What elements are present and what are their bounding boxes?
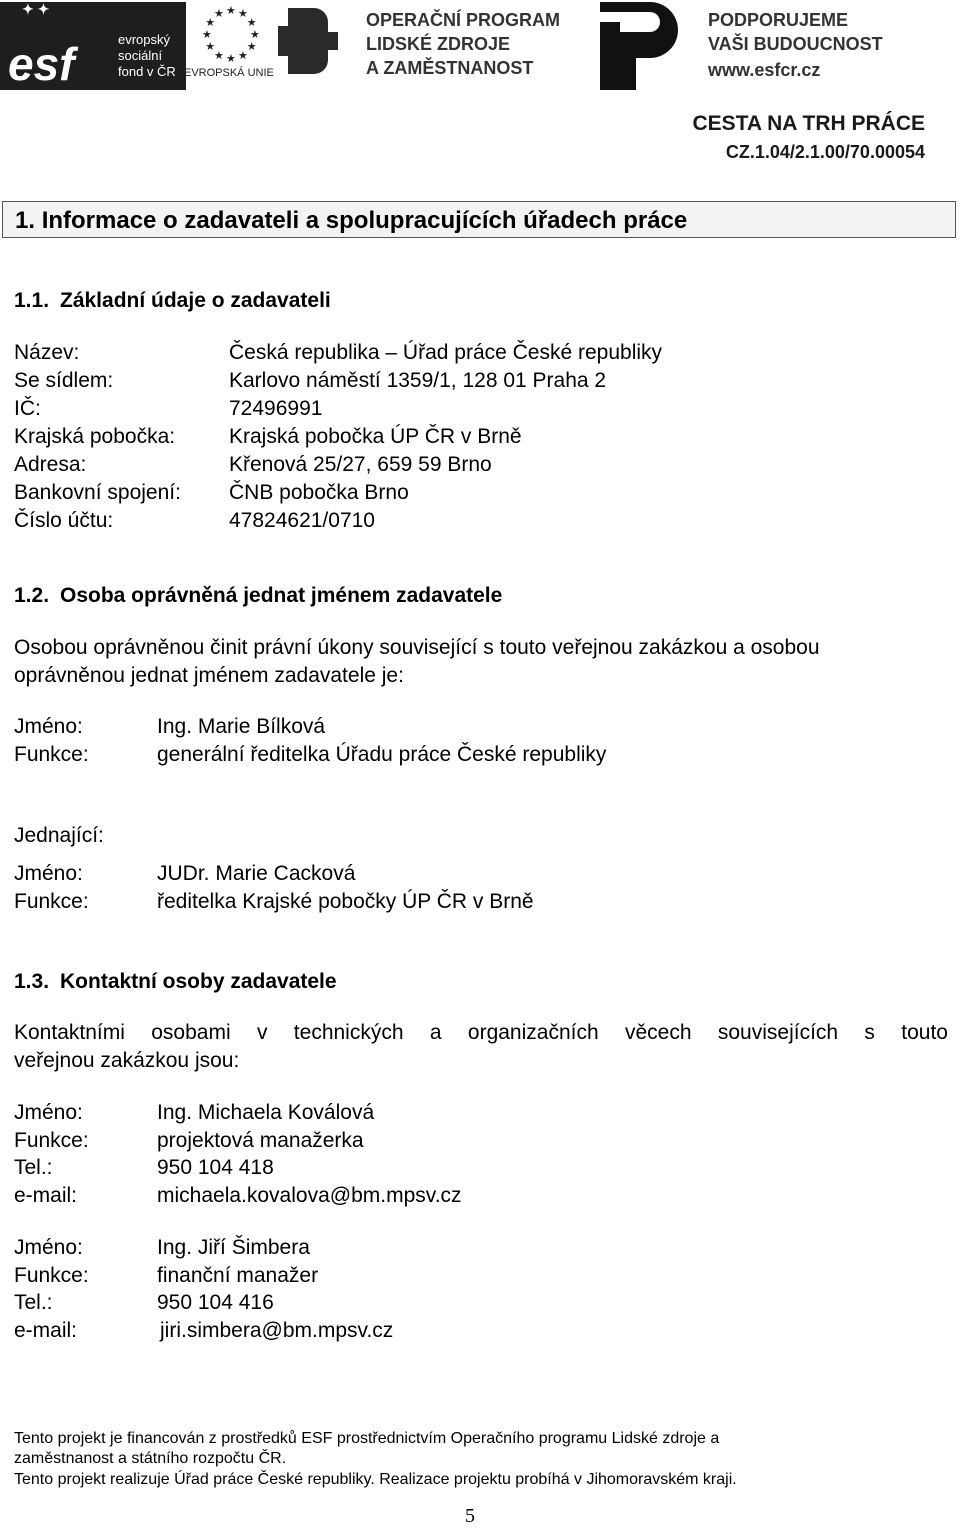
label-contact2-phone: Tel.: [14, 1291, 53, 1314]
eu-star-icon: ★ [238, 48, 248, 62]
svg-text:EVROPSKÁ UNIE: EVROPSKÁ UNIE [184, 67, 274, 79]
section-number: 1.3. [14, 970, 50, 993]
value-contact1-phone: 950 104 418 [157, 1156, 274, 1179]
label-contact2-email: e-mail: [14, 1319, 78, 1342]
eu-star-icon: ★ [250, 28, 260, 41]
eu-star-icon: ★ [246, 16, 257, 29]
contacts-intro-line-1: Kontaktními osobami v technických a organizačních věcech souvisejících s touto [14, 1021, 948, 1044]
eu-star-icon: ★ [214, 7, 224, 21]
label-acting-function: Funkce: [14, 890, 89, 913]
section-1-heading [2, 201, 956, 238]
eu-star-icon: ★ [205, 16, 216, 29]
svg-text:fond v ČR: fond v ČR [118, 64, 176, 79]
svg-text:PODPORUJEME: PODPORUJEME [708, 10, 849, 30]
label-name: Název: [14, 341, 80, 364]
eu-star-icon: ★ [202, 28, 212, 41]
label-branch: Krajská pobočka: [14, 425, 176, 448]
header-logos [0, 0, 960, 92]
authorized-intro-line-2: oprávněnou jednat jménem zadavatele je: [14, 664, 404, 687]
label-contact1-name: Jméno: [14, 1101, 83, 1124]
section-1-3-heading [14, 970, 337, 994]
section-number: 1.1. [14, 289, 50, 312]
section-title: Základní údaje o zadavateli [60, 289, 331, 312]
label-contact2-function: Funkce: [14, 1264, 89, 1287]
project-title: CESTA NA TRH PRÁCE [692, 112, 925, 135]
svg-text:esf: esf [8, 38, 75, 90]
value-contact1-name: Ing. Michaela Koválová [157, 1101, 375, 1124]
svg-text:✦ ✦: ✦ ✦ [22, 1, 50, 17]
eu-star-icon: ★ [226, 4, 236, 17]
footer-line-1: Tento projekt je financován z prostředků ESF prostřednictvím Operačního programu Lidské zdroje a [14, 1430, 720, 1447]
value-person-function: generální ředitelka Úřadu práce České republiky [157, 743, 607, 766]
footer-line-3: Tento projekt realizuje Úřad práce České republiky. Realizace projektu probíhá v Jihomoravském kraji. [14, 1471, 737, 1488]
section-number: 1. [15, 207, 36, 234]
footer-line-2: zaměstnanost a státního rozpočtu ČR. [14, 1450, 287, 1467]
label-acting-name: Jméno: [14, 862, 83, 885]
label-account: Číslo účtu: [14, 509, 114, 532]
value-contact2-name: Ing. Jiří Šimbera [157, 1236, 310, 1259]
esf-logo [0, 1, 200, 90]
eu-logo [184, 2, 274, 90]
value-name: Česká republika – Úřad práce České republiky [229, 341, 663, 364]
svg-text:sociální: sociální [118, 48, 163, 63]
svg-text:OPERAČNÍ PROGRAM: OPERAČNÍ PROGRAM [366, 10, 561, 30]
label-address: Adresa: [14, 453, 87, 476]
contacts-intro-line-2: veřejnou zakázkou jsou: [14, 1049, 240, 1072]
section-1-2-heading [14, 584, 502, 608]
section-number: 1.2. [14, 584, 50, 607]
label-person-name: Jméno: [14, 715, 83, 738]
svg-text:evropský: evropský [118, 32, 171, 47]
svg-text:LIDSKÉ ZDROJE: LIDSKÉ ZDROJE [366, 34, 511, 54]
label-contact1-function: Funkce: [14, 1129, 89, 1152]
svg-text:www.esfcr.cz: www.esfcr.cz [708, 60, 821, 80]
label-ic: IČ: [14, 397, 41, 420]
eu-star-icon: ★ [226, 52, 236, 65]
value-bank: ČNB pobočka Brno [229, 481, 409, 504]
value-seat: Karlovo náměstí 1359/1, 128 01 Praha 2 [229, 369, 607, 392]
label-contact1-email: e-mail: [14, 1184, 78, 1207]
support-logo [600, 2, 883, 90]
section-1-1-heading [14, 289, 331, 313]
value-acting-function: ředitelka Krajské pobočky ÚP ČR v Brně [157, 890, 534, 913]
value-contact2-phone: 950 104 416 [157, 1291, 274, 1314]
project-code: CZ.1.04/2.1.00/70.00054 [725, 142, 925, 162]
eu-star-icon: ★ [246, 40, 257, 53]
value-contact1-function: projektová manažerka [157, 1129, 364, 1152]
op-lzz-logo [278, 8, 560, 78]
authorized-intro-line-1: Osobou oprávněnou činit právní úkony související s touto veřejnou zakázkou a osobou [14, 636, 820, 659]
section-title: Kontaktní osoby zadavatele [60, 970, 337, 993]
label-bank: Bankovní spojení: [14, 481, 181, 504]
eu-star-icon: ★ [238, 7, 248, 21]
label-seat: Se sídlem: [14, 369, 114, 392]
value-contact1-email: michaela.kovalova@bm.mpsv.cz [157, 1184, 462, 1207]
svg-text:VAŠI BUDOUCNOST: VAŠI BUDOUCNOST [708, 34, 883, 54]
value-person-name: Ing. Marie Bílková [157, 715, 326, 738]
label-contact2-name: Jméno: [14, 1236, 83, 1259]
eu-star-icon: ★ [214, 48, 224, 62]
value-account: 47824621/0710 [229, 509, 375, 532]
value-acting-name: JUDr. Marie Cacková [157, 862, 356, 885]
page-number: 5 [465, 1505, 475, 1527]
value-branch: Krajská pobočka ÚP ČR v Brně [229, 425, 522, 448]
section-title: Osoba oprávněná jednat jménem zadavatele [60, 584, 503, 607]
svg-text:A ZAMĚSTNANOST: A ZAMĚSTNANOST [366, 58, 534, 78]
value-ic: 72496991 [229, 397, 323, 420]
label-contact1-phone: Tel.: [14, 1156, 53, 1179]
label-person-function: Funkce: [14, 743, 89, 766]
value-contact2-email: jiri.simbera@bm.mpsv.cz [160, 1319, 394, 1342]
section-title: Informace o zadavateli a spolupracujících úřadech práce [41, 207, 688, 234]
eu-star-icon: ★ [205, 40, 216, 53]
value-contact2-function: finanční manažer [157, 1264, 319, 1287]
value-address: Křenová 25/27, 659 59 Brno [229, 453, 492, 476]
acting-label: Jednající: [14, 824, 104, 847]
